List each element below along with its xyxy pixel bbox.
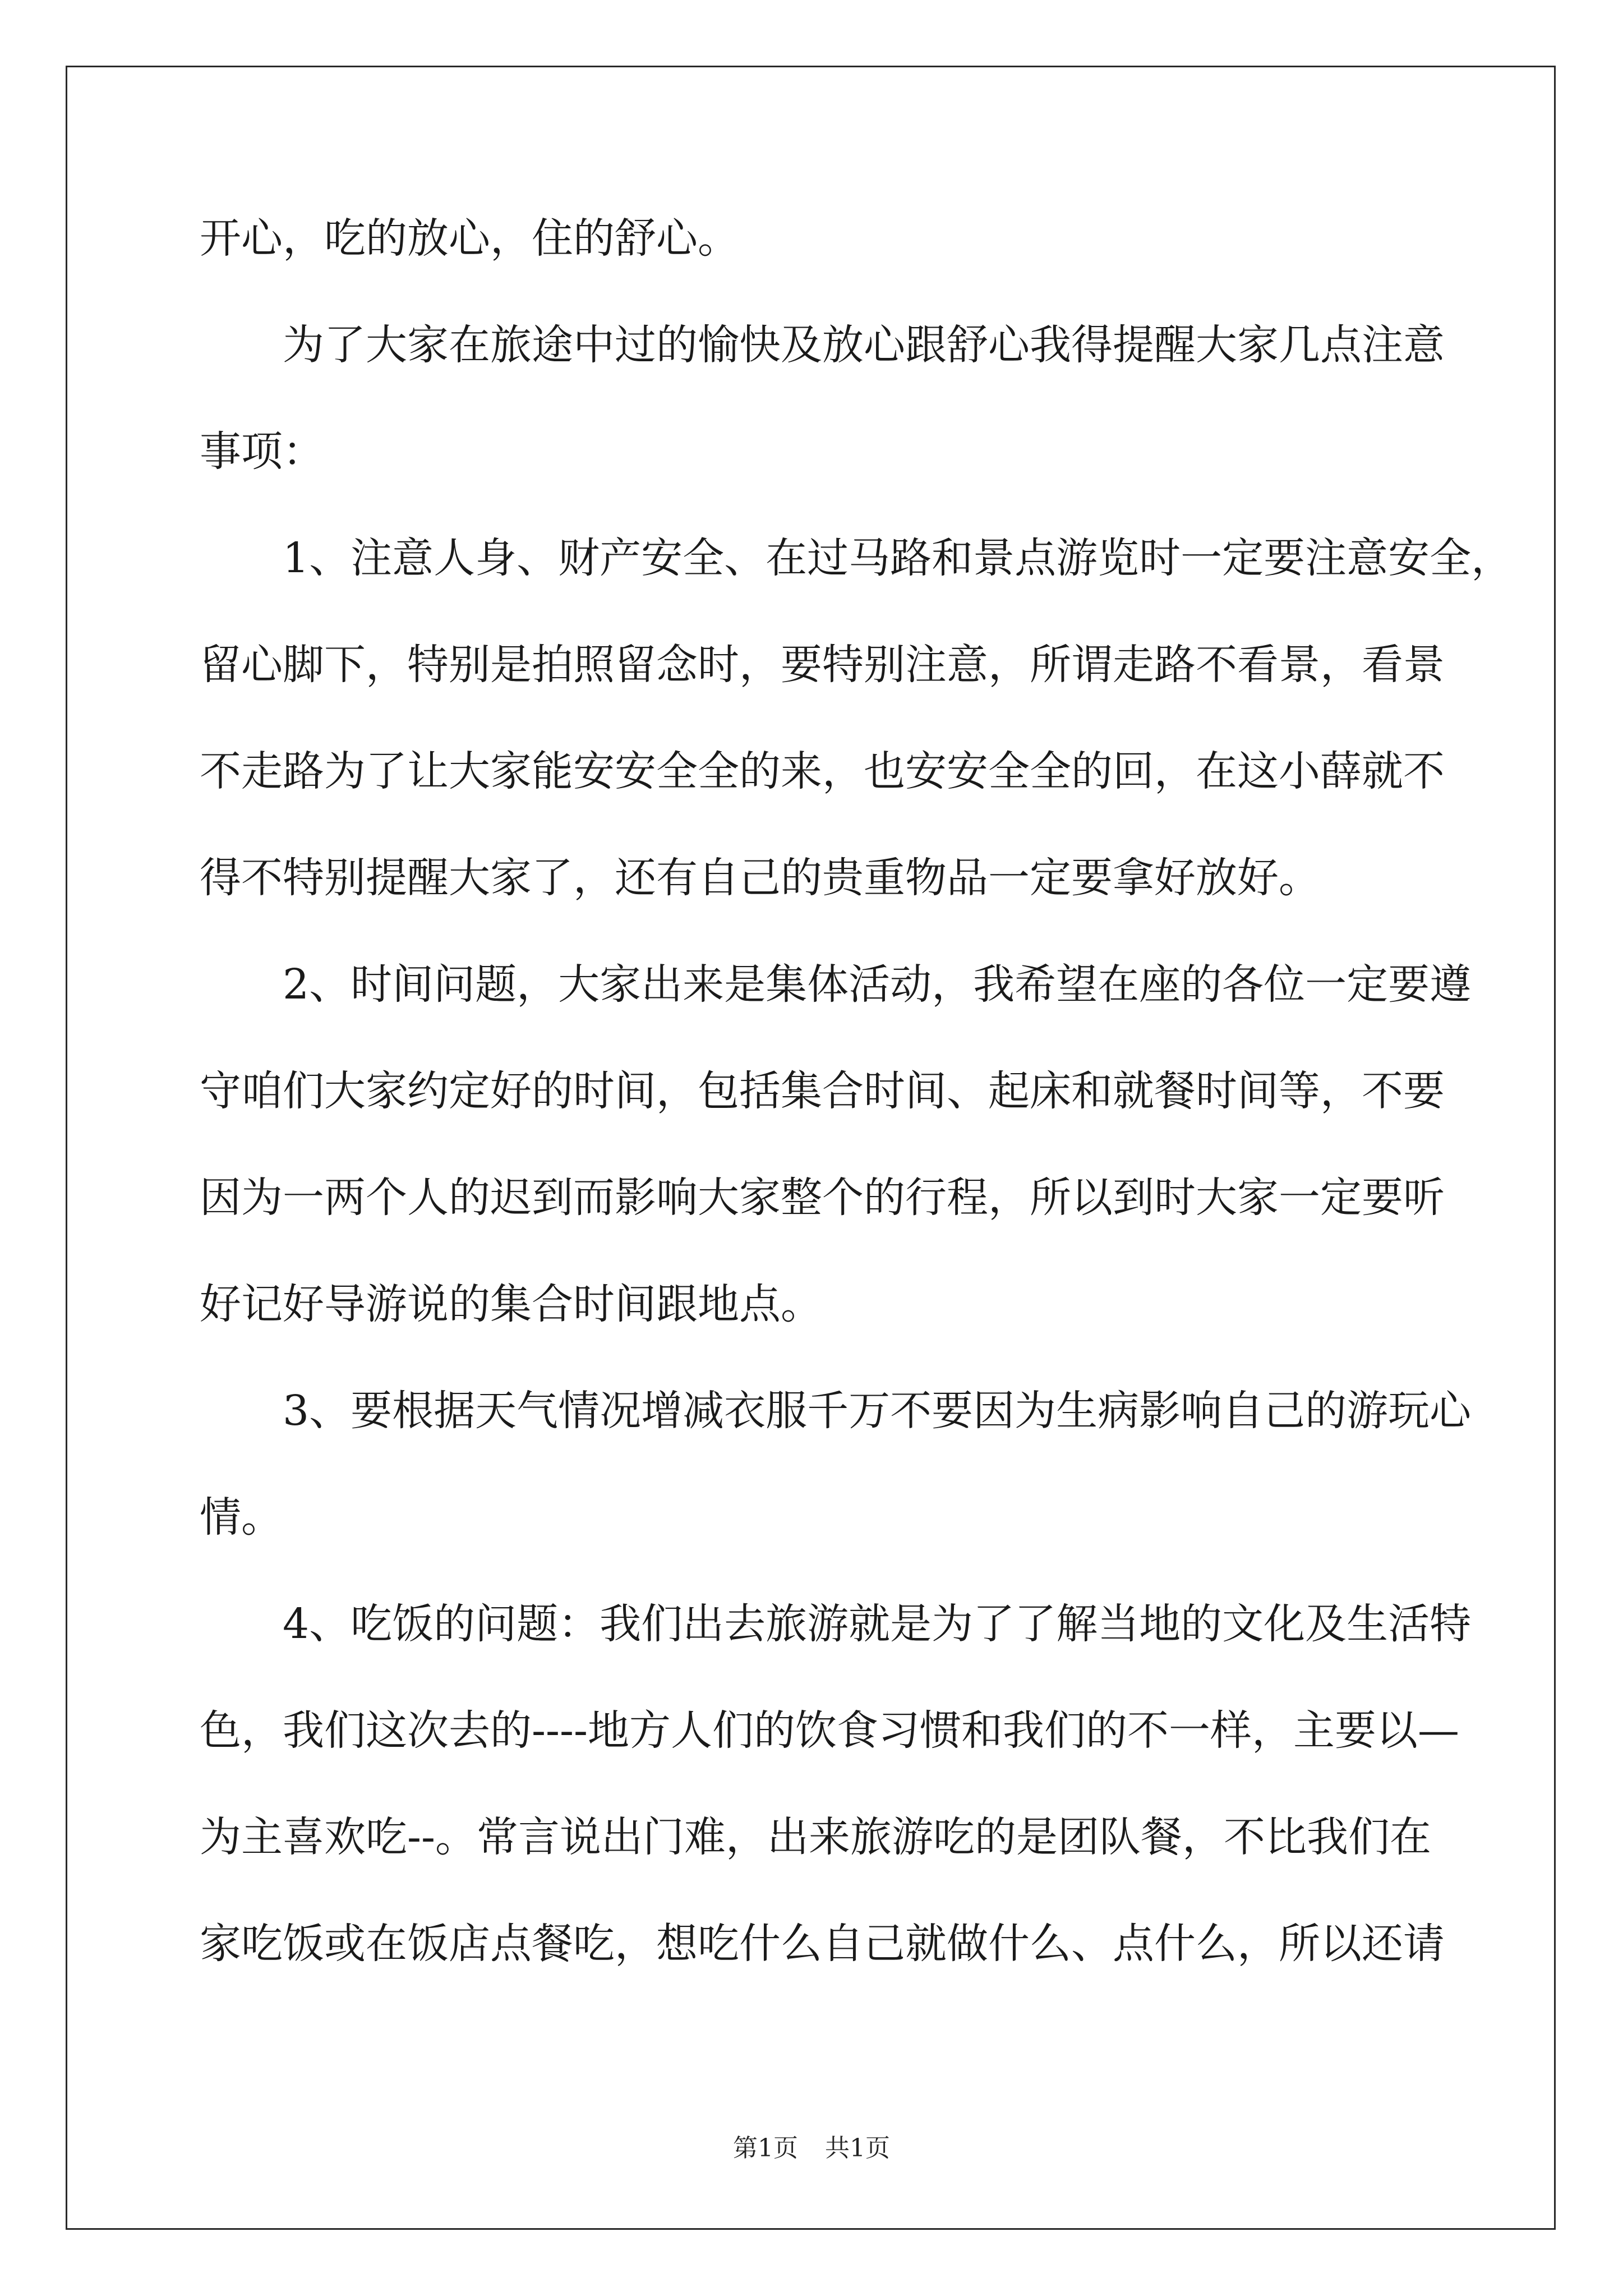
text-line-11: 好记好导游说的集合时间跟地点。 — [200, 1280, 822, 1328]
text-line-10: 因为一两个人的迟到而影响大家整个的行程，所以到时大家一定要听 — [200, 1174, 1445, 1222]
text-line-4: 1、注意人身、财产安全、在过马路和景点游览时一定要注意安全， — [283, 534, 1513, 582]
text-line-6: 不走路为了让大家能安安全全的来，也安安全全的回，在这小薛就不 — [200, 747, 1445, 795]
text-line-8: 2、时间问题，大家出来是集体活动，我希望在座的各位一定要遵 — [283, 960, 1472, 1009]
text-line-13: 情。 — [200, 1493, 283, 1542]
text-line-12: 3、要根据天气情况增减衣服千万不要因为生病影响自己的游玩心 — [283, 1387, 1472, 1435]
text-line-17: 家吃饭或在饭店点餐吃，想吃什么自己就做什么、点什么，所以还请 — [200, 1920, 1445, 1968]
text-line-7: 得不特别提醒大家了，还有自己的贵重物品一定要拿好放好。 — [200, 854, 1320, 902]
text-line-9: 守咱们大家约定好的时间，包括集合时间、起床和就餐时间等，不要 — [200, 1067, 1445, 1115]
text-line-16: 为主喜欢吃--。常言说出门难，出来旅游吃的是团队餐，不比我们在 — [200, 1813, 1432, 1861]
page-number-current: 第1页 — [733, 2134, 798, 2162]
text-line-1: 开心，吃的放心，住的舒心。 — [200, 214, 739, 263]
text-line-2: 为了大家在旅途中过的愉快及放心跟舒心我得提醒大家几点注意 — [283, 321, 1445, 369]
page-number-total: 共1页 — [825, 2134, 890, 2162]
text-line-15: 色，我们这次去的----地方人们的饮食习惯和我们的不一样，主要以— — [200, 1706, 1460, 1755]
text-line-3: 事项： — [200, 427, 324, 476]
document-body — [200, 202, 1513, 2053]
page-footer — [0, 2132, 1623, 2165]
text-line-14: 4、吃饭的问题：我们出去旅游就是为了了解当地的文化及生活特 — [283, 1600, 1472, 1648]
text-line-5: 留心脚下，特别是拍照留念时，要特别注意，所谓走路不看景，看景 — [200, 641, 1445, 689]
